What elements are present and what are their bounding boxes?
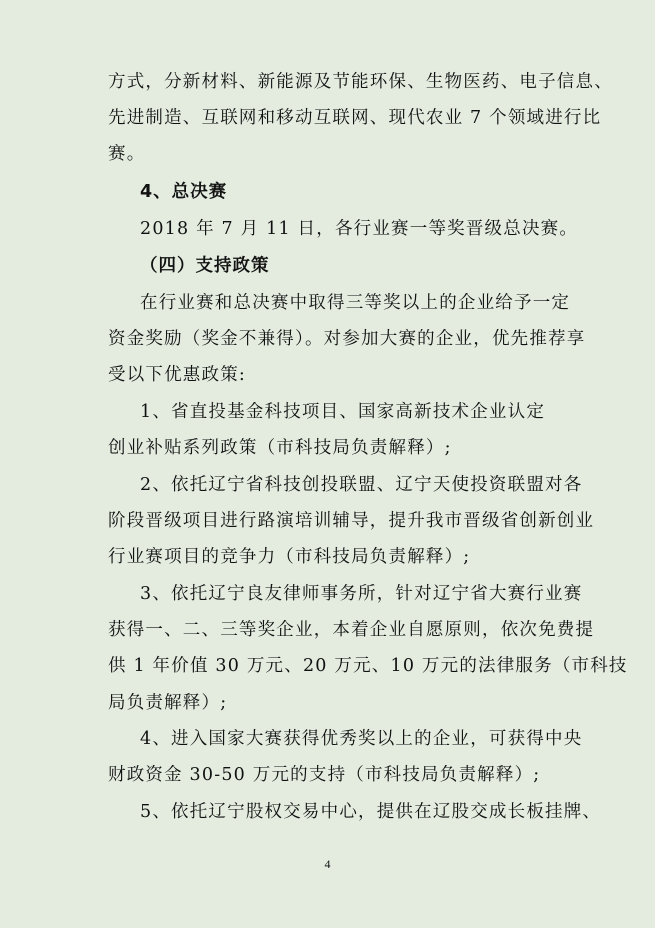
list-item: 1、省直投基金科技项目、国家高新技术企业认定 xyxy=(140,402,546,422)
text-line: 先进制造、互联网和移动互联网、现代农业 7 个领域进行比 xyxy=(108,108,602,128)
text-line: 2018 年 7 月 11 日，各行业赛一等奖晋级总决赛。 xyxy=(140,219,579,239)
text-line: 资金奖励（奖金不兼得）。对参加大赛的企业，优先推荐享 xyxy=(108,329,586,349)
text-line: 阶段晋级项目进行路演培训辅导，提升我市晋级省创新创业 xyxy=(108,511,595,531)
list-item: 5、依托辽宁股权交易中心，提供在辽股交成长板挂牌、 xyxy=(140,802,602,822)
text-line: 财政资金 30-50 万元的支持（市科技局负责解释）; xyxy=(108,765,541,785)
section-heading: 4、总决赛 xyxy=(140,182,228,202)
text-line: 创业补贴系列政策（市科技局负责解释）; xyxy=(108,438,452,458)
text-line: 方式，分新材料、新能源及节能环保、生物医药、电子信息、 xyxy=(108,72,613,92)
text-line: 在行业赛和总决赛中取得三等奖以上的企业给予一定 xyxy=(140,293,571,313)
text-line: 行业赛项目的竞争力（市科技局负责解释）; xyxy=(108,547,471,567)
section-heading: （四）支持政策 xyxy=(140,256,270,276)
list-item: 3、依托辽宁良友律师事务所，针对辽宁省大赛行业赛 xyxy=(140,584,583,604)
text-line: 受以下优惠政策: xyxy=(108,365,246,385)
page-number: 4 xyxy=(324,857,331,871)
list-item: 4、进入国家大赛获得优秀奖以上的企业，可获得中央 xyxy=(140,729,583,749)
text-line: 局负责解释）; xyxy=(108,693,228,713)
text-line: 供 1 年价值 30 万元、20 万元、10 万元的法律服务（市科技 xyxy=(108,656,628,676)
text-line: 获得一、二、三等奖企业，本着企业自愿原则，依次免费提 xyxy=(108,620,595,640)
text-line: 赛。 xyxy=(108,144,146,164)
list-item: 2、依托辽宁省科技创投联盟、辽宁天使投资联盟对各 xyxy=(140,475,583,495)
